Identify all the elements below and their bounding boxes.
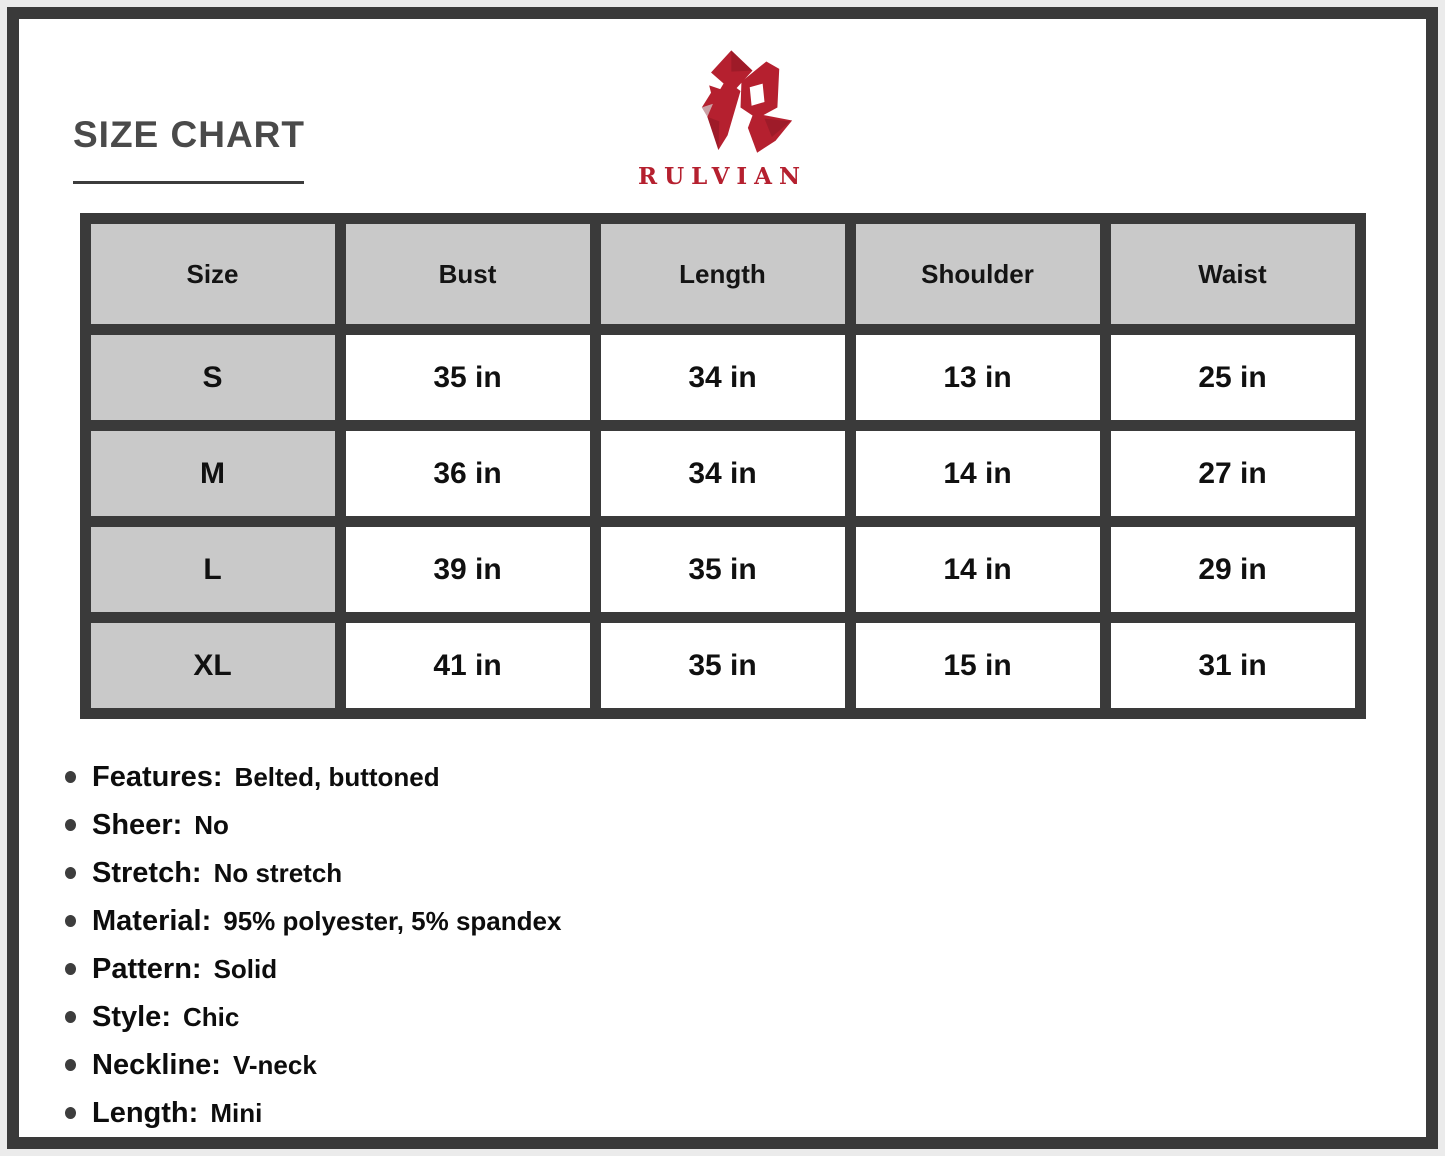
detail-item: [65, 849, 1426, 897]
bullet-icon: [65, 819, 76, 831]
measurement-cell: 35 in: [346, 335, 590, 420]
measurement-cell: 14 in: [856, 527, 1100, 612]
table-row: [91, 335, 1355, 420]
measurement-cell: 15 in: [856, 623, 1100, 708]
size-cell: S: [91, 335, 335, 420]
size-chart-page: [7, 7, 1438, 1149]
size-table-head: [91, 224, 1355, 324]
detail-item: [65, 993, 1426, 1041]
column-header-waist: Waist: [1111, 224, 1355, 324]
size-cell: M: [91, 431, 335, 516]
column-header-bust: Bust: [346, 224, 590, 324]
detail-value: Belted, buttoned: [234, 761, 440, 792]
detail-item: [65, 753, 1426, 801]
product-details-list: [19, 753, 1426, 1137]
measurement-cell: 35 in: [601, 623, 845, 708]
size-cell: XL: [91, 623, 335, 708]
measurement-cell: 35 in: [601, 527, 845, 612]
bullet-icon: [65, 867, 76, 879]
detail-value: No: [194, 809, 229, 840]
title-block: [73, 115, 305, 184]
size-table-body: [91, 335, 1355, 708]
bullet-icon: [65, 1011, 76, 1023]
table-row: [91, 623, 1355, 708]
measurement-cell: 25 in: [1111, 335, 1355, 420]
detail-label: Style:: [92, 1000, 171, 1033]
measurement-cell: 36 in: [346, 431, 590, 516]
detail-label: Pattern:: [92, 952, 202, 985]
detail-item: [65, 1041, 1426, 1089]
header: [19, 19, 1426, 213]
detail-label: Features:: [92, 760, 223, 793]
detail-value: Mini: [210, 1097, 263, 1128]
detail-label: Length:: [92, 1096, 199, 1129]
measurement-cell: 39 in: [346, 527, 590, 612]
measurement-cell: 34 in: [601, 335, 845, 420]
bullet-icon: [65, 915, 76, 927]
detail-value: V-neck: [232, 1049, 317, 1080]
table-row: [91, 527, 1355, 612]
measurement-cell: 29 in: [1111, 527, 1355, 612]
detail-label: Stretch:: [92, 856, 202, 889]
table-row: [91, 431, 1355, 516]
column-header-length: Length: [601, 224, 845, 324]
detail-label: Sheer:: [92, 808, 183, 841]
brand-name: RULVIAN: [637, 163, 808, 190]
detail-item: [65, 801, 1426, 849]
detail-value: Solid: [213, 953, 278, 984]
detail-label: Neckline:: [92, 1048, 221, 1081]
size-table: [80, 213, 1366, 719]
detail-value: 95% polyester, 5% spandex: [223, 905, 562, 936]
size-cell: L: [91, 527, 335, 612]
title-underline: [73, 181, 304, 184]
detail-value: Chic: [182, 1001, 240, 1032]
bullet-icon: [65, 963, 76, 975]
column-header-shoulder: Shoulder: [856, 224, 1100, 324]
measurement-cell: 31 in: [1111, 623, 1355, 708]
column-header-size: Size: [91, 224, 335, 324]
bullet-icon: [65, 771, 76, 783]
detail-item: [65, 1089, 1426, 1137]
table-header-row: [91, 224, 1355, 324]
brand-logo-icon: [652, 43, 794, 161]
measurement-cell: 34 in: [601, 431, 845, 516]
bullet-icon: [65, 1107, 76, 1119]
measurement-cell: 13 in: [856, 335, 1100, 420]
detail-label: Material:: [92, 904, 212, 937]
measurement-cell: 14 in: [856, 431, 1100, 516]
measurement-cell: 27 in: [1111, 431, 1355, 516]
brand-logo: [593, 43, 853, 190]
detail-item: [65, 945, 1426, 993]
measurement-cell: 41 in: [346, 623, 590, 708]
bullet-icon: [65, 1059, 76, 1071]
detail-item: [65, 897, 1426, 945]
detail-value: No stretch: [213, 857, 343, 888]
page-title: SIZE CHART: [73, 114, 305, 155]
